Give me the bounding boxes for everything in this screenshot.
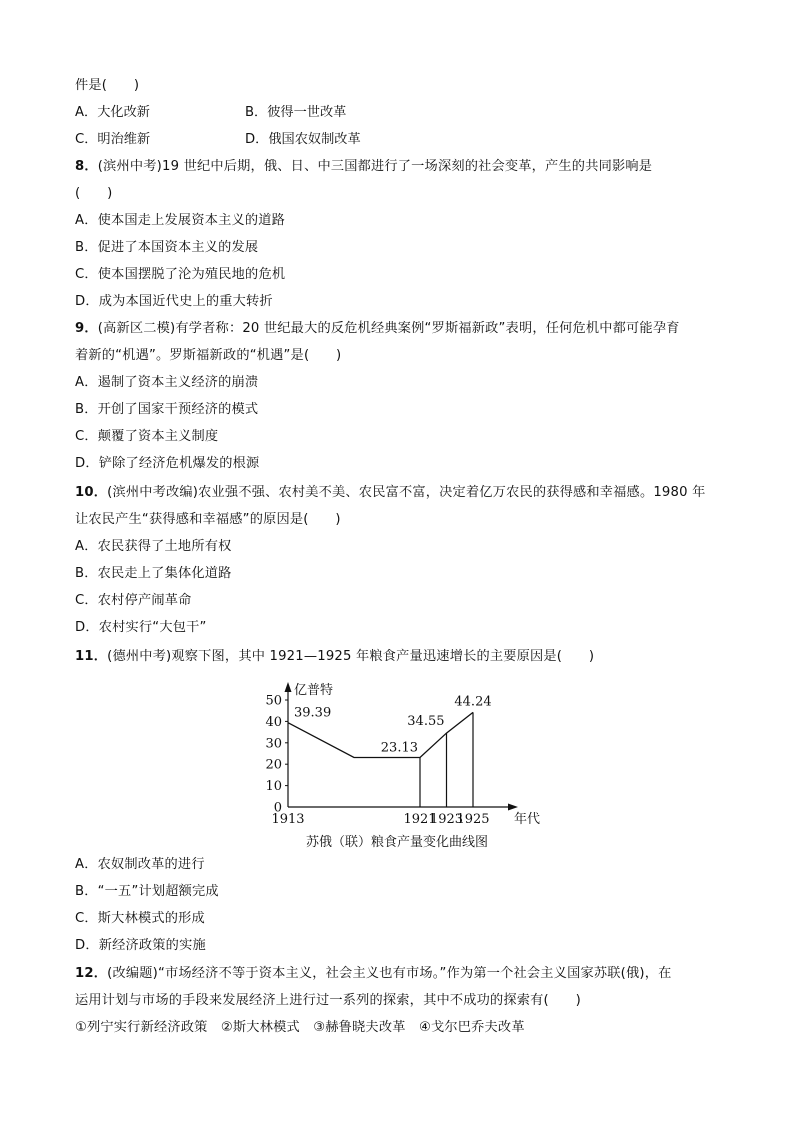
q8-option-b: B．促进了本国资本主义的发展 bbox=[75, 240, 259, 255]
x-tick-label-2: 1923 bbox=[429, 812, 464, 827]
x-tick-label-3: 1925 bbox=[456, 812, 490, 827]
x-axis-arrow bbox=[508, 804, 518, 811]
y-axis-arrow bbox=[285, 682, 292, 692]
q10-option-b: B．农民走上了集体化道路 bbox=[75, 566, 232, 581]
q8-stem-line-2: ( ) bbox=[75, 186, 113, 201]
q12-text-1: (改编题)“市场经济不等于资本主义，社会主义也有市场。”作为第一个社会主义国家苏联(俄)，在 bbox=[107, 966, 672, 981]
q10-option-c: C．农村停产闹革命 bbox=[75, 593, 192, 608]
q11-number: 11． bbox=[75, 649, 108, 664]
q9-stem-line-2: 着新的“机遇”。罗斯福新政的“机遇”是( ) bbox=[75, 348, 342, 363]
y-tick-label-2: 20 bbox=[265, 757, 282, 773]
q12-number: 12． bbox=[75, 966, 108, 981]
q7-option-a: A．大化改新 bbox=[75, 105, 150, 120]
q10-number: 10． bbox=[75, 485, 108, 500]
q11-option-b: B．“一五”计划超额完成 bbox=[75, 884, 219, 899]
q11-text-1: (德州中考)观察下图，其中 1921—1925 年粮食产量迅速增长的主要原因是( ) bbox=[107, 649, 595, 664]
y-tick-label-0: 0 bbox=[273, 800, 282, 816]
q10-option-d: D．农村实行“大包干” bbox=[75, 620, 207, 635]
q9-number: 9． bbox=[75, 321, 98, 336]
q7-option-d: D．俄国农奴制改革 bbox=[245, 132, 361, 147]
x-axis-label: 年代 bbox=[514, 812, 541, 827]
q10-option-a: A．农民获得了土地所有权 bbox=[75, 539, 232, 554]
q10-stem-line-2: 让农民产生“获得感和幸福感”的原因是( ) bbox=[75, 512, 341, 527]
q11-option-a: A．农奴制改革的进行 bbox=[75, 857, 205, 872]
y-tick-label-4: 40 bbox=[265, 714, 282, 730]
q9-option-d: D．铲除了经济危机爆发的根源 bbox=[75, 456, 260, 471]
data-label-0: 39.39 bbox=[294, 705, 332, 721]
data-label-2: 23.13 bbox=[380, 740, 418, 756]
q8-text-1: (滨州中考)19 世纪中后期，俄、日、中三国都进行了一场深刻的社会变革，产生的共同影响是 bbox=[97, 159, 653, 174]
y-tick-label-3: 30 bbox=[265, 736, 282, 752]
q12-choices: ①列宁实行新经济政策 ②斯大林模式 ③赫鲁晓夫改革 ④戈尔巴乔夫改革 bbox=[75, 1020, 525, 1035]
x-tick-label-0: 1913 bbox=[271, 812, 305, 827]
q9-option-b: B．开创了国家干预经济的模式 bbox=[75, 402, 259, 417]
q8-option-d: D．成为本国近代史上的重大转折 bbox=[75, 294, 273, 309]
data-label-3: 34.55 bbox=[407, 714, 445, 730]
q9-text-1: (高新区二模)有学者称：20 世纪最大的反危机经典案例“罗斯福新政”表明，任何危机中都可能孕育 bbox=[97, 321, 680, 336]
q8-number: 8． bbox=[75, 159, 98, 174]
q9-option-c: C．颠覆了资本主义制度 bbox=[75, 429, 219, 444]
y-tick-label-5: 50 bbox=[265, 693, 282, 709]
y-tick-label-1: 10 bbox=[265, 779, 282, 795]
q10-text-1: (滨州中考改编)农业强不强、农村美不美、农民富不富，决定着亿万农民的获得感和幸福感。1980 年 bbox=[107, 485, 706, 500]
q8-option-a: A．使本国走上发展资本主义的道路 bbox=[75, 213, 286, 228]
data-label-4: 44.24 bbox=[454, 694, 492, 710]
q9-option-a: A．遏制了资本主义经济的崩溃 bbox=[75, 375, 259, 390]
chart-title: 苏俄（联）粮食产量变化曲线图 bbox=[305, 835, 488, 850]
q7-option-b: B．彼得一世改革 bbox=[245, 105, 347, 120]
x-tick-label-1: 1921 bbox=[403, 812, 437, 827]
q12-stem-line-2: 运用计划与市场的手段来发展经济上进行过一系列的探索，其中不成功的探索有( ) bbox=[75, 993, 582, 1008]
q11-option-d: D．新经济政策的实施 bbox=[75, 938, 206, 953]
q7-option-c: C．明治维新 bbox=[75, 132, 151, 147]
q8-option-c: C．使本国摆脱了沦为殖民地的危机 bbox=[75, 267, 286, 282]
q7-tail: 件是( ) bbox=[75, 78, 140, 93]
y-axis-label: 亿普特 bbox=[294, 683, 334, 698]
q11-option-c: C．斯大林模式的形成 bbox=[75, 911, 205, 926]
q12-stem-line-1 bbox=[75, 965, 671, 983]
